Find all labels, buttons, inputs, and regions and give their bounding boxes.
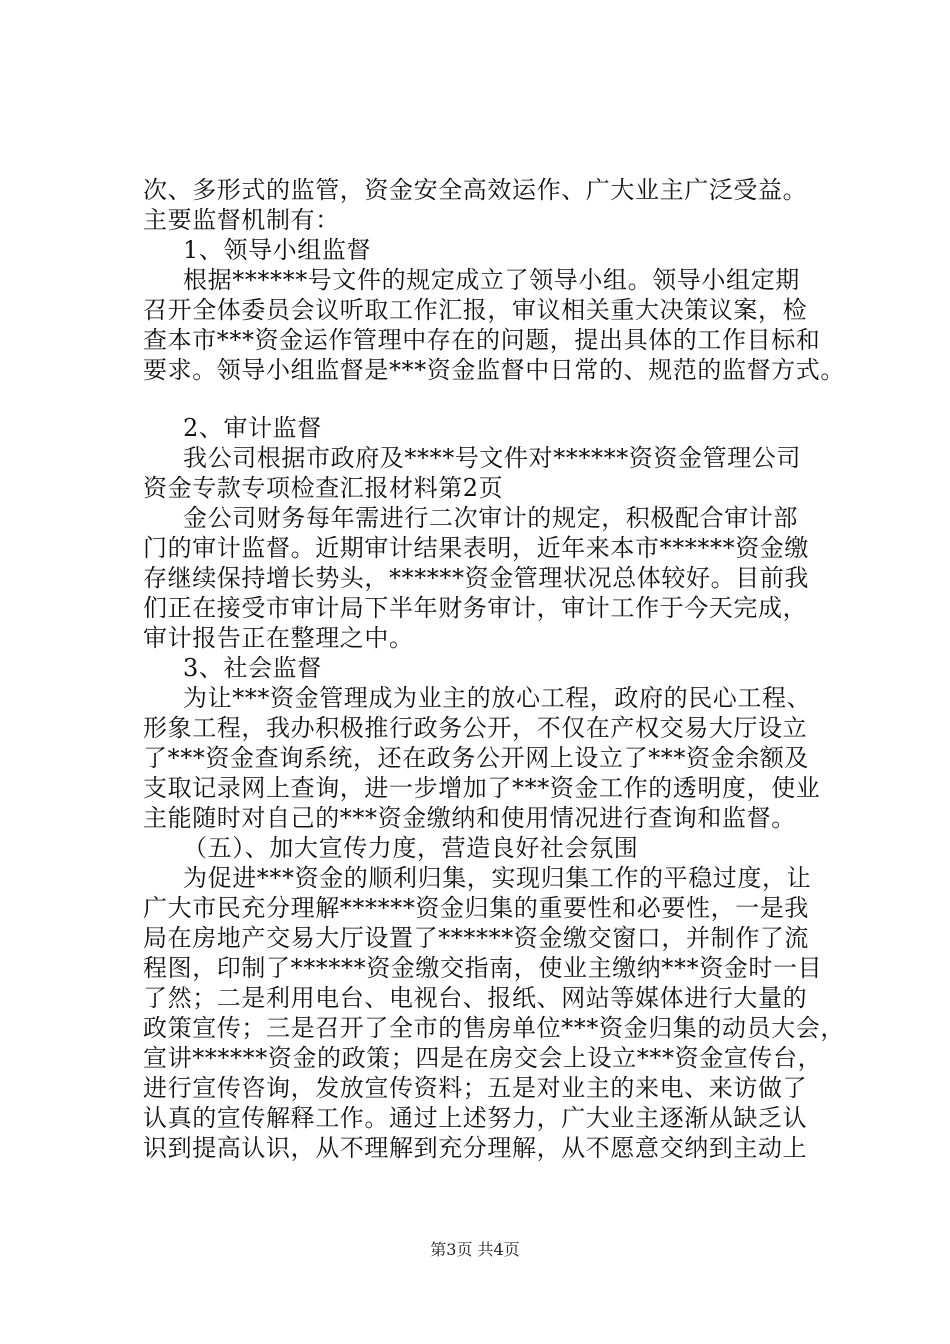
text-line: 程图，印制了******资金缴交指南，使业主缴纳***资金时一目 [143, 954, 823, 982]
section-heading-publicity: （五）、加大宣传力度，营造良好社会氛围 [183, 834, 639, 862]
text-line: 存继续保持增长势头，******资金管理状况总体较好。目前我 [143, 564, 809, 592]
text-line: 资金专款专项检查汇报材料第2页 [143, 474, 504, 502]
section-heading-leadership: 1、领导小组监督 [183, 236, 372, 264]
text-line: 我公司根据市政府及****号文件对******资资金管理公司 [183, 444, 801, 472]
page-number-label: 第3页 共4页 [430, 1240, 520, 1259]
text-line: 政策宣传；三是召开了全市的售房单位***资金归集的动员大会， [143, 1014, 845, 1042]
text-line: 审计报告正在整理之中。 [143, 624, 414, 652]
text-line: 为促进***资金的顺利归集，实现归集工作的平稳过度，让 [183, 864, 812, 892]
document-body [143, 175, 843, 1163]
text-line: 认真的宣传解释工作。通过上述努力，广大业主逐渐从缺乏认 [143, 1104, 808, 1132]
text-line: 主要监督机制有： [143, 206, 340, 234]
text-line: 支取记录网上查询，进一步增加了***资金工作的透明度，使业 [143, 774, 821, 802]
text-line: 识到提高认识，从不理解到充分理解，从不愿意交纳到主动上 [143, 1134, 808, 1162]
text-line: 根据******号文件的规定成立了领导小组。领导小组定期 [183, 266, 800, 294]
section-heading-audit: 2、审计监督 [183, 414, 322, 442]
text-line: 了然；二是利用电台、电视台、报纸、网站等媒体进行大量的 [143, 984, 808, 1012]
page-footer [0, 1240, 950, 1260]
text-line: 宣讲******资金的政策；四是在房交会上设立***资金宣传台， [143, 1044, 823, 1072]
text-line: 要求。领导小组监督是***资金监督中日常的、规范的监督方式。 [143, 356, 845, 384]
text-line: 广大市民充分理解******资金归集的重要性和必要性，一是我 [143, 894, 809, 922]
text-line: 局在房地产交易大厅设置了******资金缴交窗口，并制作了流 [143, 924, 809, 952]
paragraph-gap [143, 385, 843, 413]
text-line: 召开全体委员会议听取工作汇报，审议相关重大决策议案，检 [143, 296, 808, 324]
text-line: 主能随时对自己的***资金缴纳和使用情况进行查询和监督。 [143, 804, 796, 832]
text-line: 次、多形式的监管，资金安全高效运作、广大业主广泛受益。 [143, 176, 808, 204]
text-line: 金公司财务每年需进行二次审计的规定，积极配合审计部 [183, 504, 798, 532]
text-line: 形象工程，我办积极推行政务公开，不仅在产权交易大厅设立 [143, 714, 808, 742]
section-heading-social: 3、社会监督 [183, 654, 322, 682]
text-line: 了***资金查询系统，还在政务公开网上设立了***资金余额及 [143, 744, 809, 772]
text-line: 们正在接受市审计局下半年财务审计，审计工作于今天完成， [143, 594, 808, 622]
text-line: 门的审计监督。近期审计结果表明，近年来本市******资金缴 [143, 534, 809, 562]
text-line: 进行宣传咨询，发放宣传资料；五是对业主的来电、来访做了 [143, 1074, 808, 1102]
text-line: 查本市***资金运作管理中存在的问题，提出具体的工作目标和 [143, 326, 821, 354]
text-line: 为让***资金管理成为业主的放心工程，政府的民心工程、 [183, 684, 812, 712]
